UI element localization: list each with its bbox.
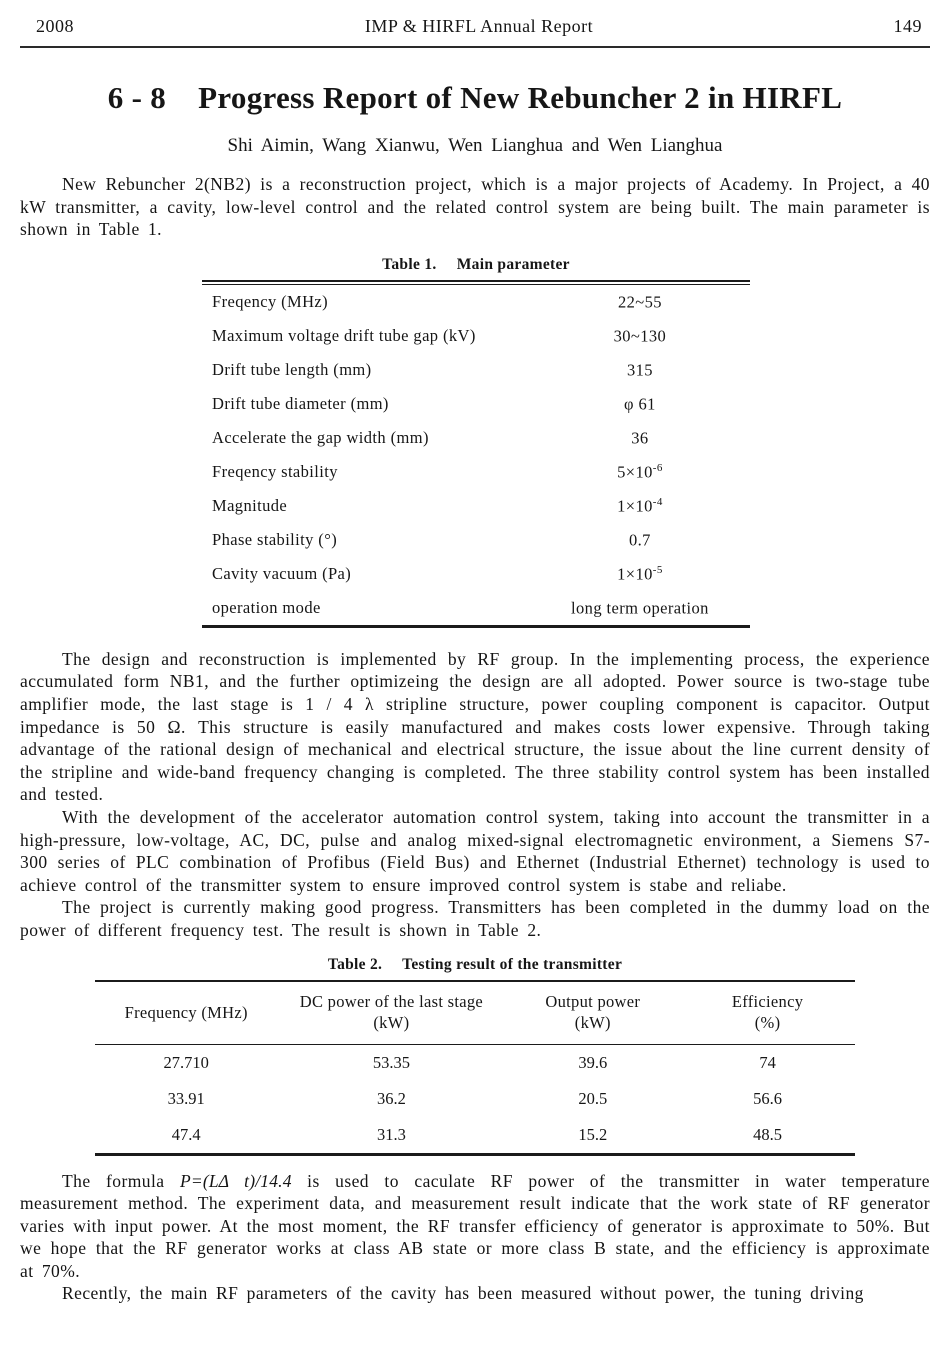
table-2-header-row (95, 982, 855, 1042)
page-header (20, 14, 930, 37)
table-1-caption-text: Main parameter (456, 255, 570, 273)
header-page-number: 149 (893, 16, 922, 36)
parameter-value: 30~130 (613, 326, 667, 346)
rf-power-formula: P=(LΔ t)/14.4 (179, 1170, 292, 1191)
parameter-value: $5\times 10^{-6}$ (617, 462, 663, 482)
table-2-caption-label: Table 2. (327, 955, 383, 973)
parameter-label: Drift tube diameter (mm) (212, 394, 389, 414)
table-2-row (95, 1081, 855, 1117)
parameter-label: Accelerate the gap width (mm) (212, 428, 429, 448)
cell-efficiency: 56.6 (753, 1089, 783, 1108)
cell-dc-power: 53.35 (372, 1053, 410, 1072)
parameter-label: Phase stability (°) (212, 530, 338, 550)
table-1-row (202, 319, 750, 353)
parameter-value: 36 (631, 428, 649, 448)
parameter-value: $1\times 10^{-4}$ (617, 496, 663, 516)
formula-rest-text: is used to caculate RF power of the transmitter in water temperature measurement method. The experiment data, and measurement result indicate that the work state of RF generator varies with input power. At the most moment, the RF transfer efficiency of generator is approximate to 50%. But we hope that the RF generator works at class AB state or more class B state, and the efficiency is approximate at 70%. (20, 1170, 930, 1281)
table-2-row (95, 1045, 855, 1081)
parameter-value: 22~55 (617, 292, 662, 312)
column-header-output-power: Output power (kW) (545, 992, 641, 1032)
article-section-number: 6 - 8 (107, 80, 167, 115)
cell-dc-power: 36.2 (376, 1089, 406, 1108)
parameter-label: Freqency stability (212, 462, 338, 482)
table-2 (95, 956, 855, 1156)
header-journal-title: IMP & HIRFL Annual Report (364, 16, 594, 36)
parameter-label: Maximum voltage drift tube gap (kV) (212, 326, 476, 346)
parameter-value: 0.7 (629, 530, 651, 550)
parameter-label: Magnitude (212, 496, 288, 516)
formula-prefix-text: The formula (62, 1170, 180, 1191)
paragraph-design: The design and reconstruction is implemented by RF group. In the implementing process, the experience accumulated form NB1, and the further optimizeing the design are all adopted. Power source is two-stage tube amplifier mode, the last stage is 1 / 4 λ stripline structure, power coupling component is capacitor. Output impedance is 50 Ω. This structure is easily manufactured and makes costs lower expensive. Through taking advantage of the rational design of mechanical and electrical structure, the issue about the line current density of the stripline and wide-band frequency changing is completed. The three stability control system has been installed and tested. (20, 648, 930, 805)
table-1-caption (202, 256, 750, 274)
header-rule (20, 46, 930, 48)
parameter-label: Cavity vacuum (Pa) (212, 564, 352, 584)
table-1-row (202, 523, 750, 557)
cell-efficiency: 48.5 (753, 1125, 783, 1144)
parameter-value: 315 (626, 360, 653, 380)
cell-output-power: 15.2 (578, 1125, 608, 1144)
cell-frequency: 27.710 (163, 1053, 209, 1072)
table-1-caption-label: Table 1. (382, 255, 437, 273)
table-1-row (202, 421, 750, 455)
paragraph-intro: New Rebuncher 2(NB2) is a reconstruction project, which is a major projects of Academy. In Project, a 40 kW transmitter, a cavity, low-level control and the related control system are being built. The main parameter is shown in Table 1. (20, 174, 930, 240)
header-year: 2008 (36, 16, 74, 36)
cell-output-power: 20.5 (578, 1089, 608, 1108)
column-header-frequency: Frequency (MHz) (124, 1002, 248, 1022)
parameter-label: Drift tube length (mm) (212, 360, 372, 380)
parameter-label: Freqency (MHz) (212, 292, 329, 312)
table-1-bottom-rule (202, 625, 750, 628)
table-1-top-rule (202, 280, 750, 283)
table-2-bottom-rule (95, 1153, 855, 1156)
cell-frequency: 33.91 (167, 1089, 205, 1108)
paragraph-progress: The project is currently making good progress. Transmitters has been completed in the dummy load on the power of different frequency test. The result is shown in Table 2. (20, 897, 930, 940)
table-1-row (202, 353, 750, 387)
article-title-text: Progress Report of New Rebuncher 2 in HIRFL (198, 80, 843, 115)
table-1-row (202, 591, 750, 625)
cell-efficiency: 74 (759, 1053, 776, 1072)
table-1-row (202, 387, 750, 421)
table-2-caption (95, 956, 855, 974)
cell-frequency: 47.4 (171, 1125, 201, 1144)
table-1-row (202, 285, 750, 319)
table-1-row (202, 557, 750, 591)
column-header-efficiency: Efficiency (%) (731, 992, 804, 1032)
parameter-value: φ 61 (624, 394, 656, 414)
column-header-dc-power: DC power of the last stage (kW) (299, 992, 484, 1032)
table-2-row (95, 1117, 855, 1153)
article-title (20, 80, 930, 116)
table-2-caption-text: Testing result of the transmitter (402, 955, 623, 973)
parameter-value: $1\times 10^{-5}$ (617, 564, 663, 584)
table-1 (202, 256, 750, 628)
table-1-row (202, 489, 750, 523)
paragraph-recent: Recently, the main RF parameters of the cavity has been measured without power, the tuning driving (62, 1283, 864, 1304)
cell-dc-power: 31.3 (376, 1125, 406, 1144)
parameter-label: operation mode (212, 598, 321, 618)
cell-output-power: 39.6 (578, 1053, 608, 1072)
parameter-value: long term operation (571, 598, 709, 618)
authors-line: Shi Aimin, Wang Xianwu, Wen Lianghua and Wen Lianghua (227, 135, 723, 156)
paragraph-control-system: With the development of the accelerator automation control system, taking into account the transmitter in a high-pressure, low-voltage, AC, DC, pulse and analog mixed-signal electromagnetic environment, a Siemens S7-300 series of PLC combination of Profibus (Field Bus) and Ethernet (Industrial Ethernet) technology is used to achieve control of the transmitter system to ensure improved control system is stabe and reliabe. (20, 806, 930, 895)
table-1-row (202, 455, 750, 489)
paragraph-formula (20, 1170, 930, 1283)
